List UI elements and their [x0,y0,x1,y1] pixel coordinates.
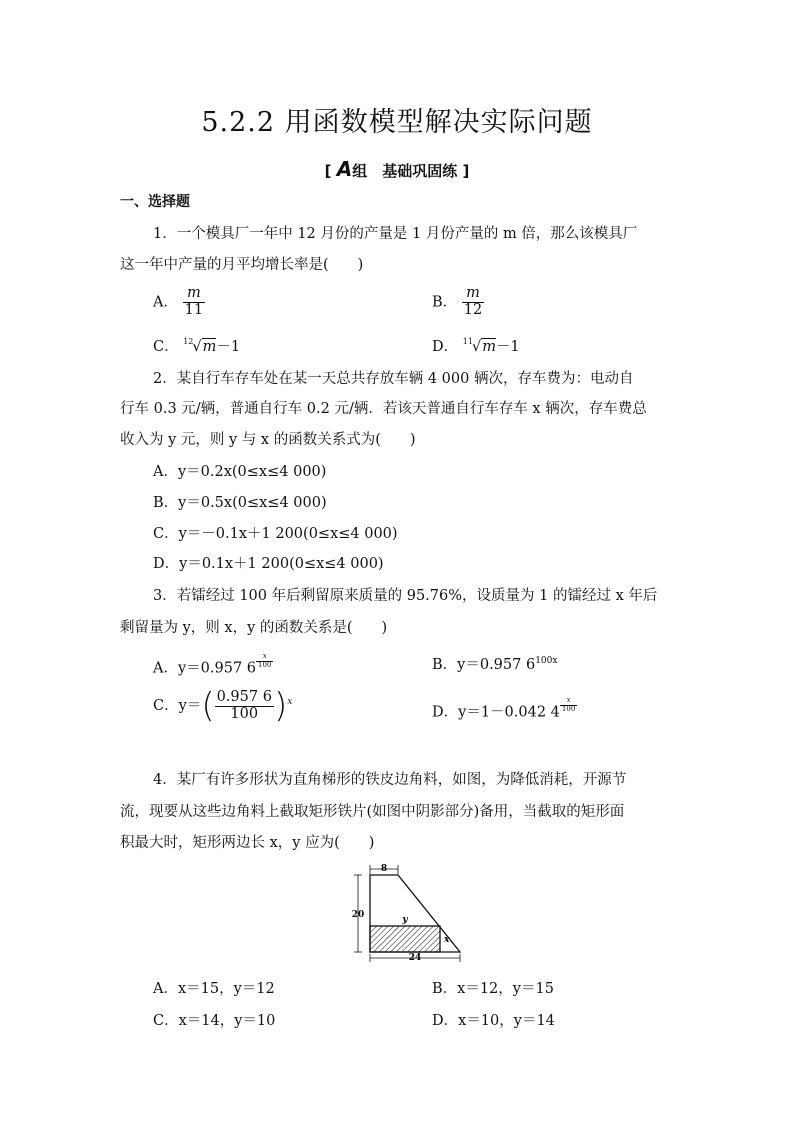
section-heading: 一、选择题 [120,194,190,210]
q1-line1: 1．一个模具厂一年中 12 月份的产量是 1 月份产量的 m 倍，那么该模具厂 [153,226,638,242]
q3-line1: 3．若镭经过 100 年后剩留原来质量的 95.76%，设质量为 1 的镭经过 x 年后 [153,588,658,604]
q3-option-d [432,697,577,722]
root-index: 11 [462,337,473,346]
numerator: x [256,653,273,662]
trapezoid-figure [350,862,466,962]
fraction [462,286,484,319]
q4-option-d: D．x＝10，y＝14 [432,1013,555,1029]
q4-line1: 4．某厂有许多形状为直角梯形的铁皮边角料，如图，为降低消耗，开源节 [153,772,627,788]
fraction [215,690,274,723]
group-bracket-close: ] [462,162,470,180]
q1-option-d [432,335,520,356]
q2-option-a: A．y＝0.2x(0≤x≤4 000) [153,464,327,480]
q2-line1: 2．某自行车存车处在某一天总共存放车辆 4 000 辆次，存车费为：电动自 [153,371,634,387]
exponent: 100x [535,656,558,667]
q2-option-d: D．y＝0.1x＋1 200(0≤x≤4 000) [153,556,384,572]
option-label: D． [432,339,459,355]
denominator: 12 [463,301,483,318]
group-bracket-open: [ [324,162,332,180]
numerator: x [560,697,577,706]
option-label: C． [153,339,179,355]
q2-line2: 行车 0.3 元/辆，普通自行车 0.2 元/辆．若该天普通自行车存车 x 辆次，存车费总 [120,401,647,417]
shaded-rectangle [370,926,440,952]
q3-option-b [432,653,557,674]
option-label: C． [153,698,179,714]
lhs: y＝ [178,698,202,714]
exponent-fraction [560,697,577,713]
q1-line2: 这一年中产量的月平均增长率是( ) [120,257,364,273]
rect-height-label: x [444,935,450,945]
q2-line3: 收入为 y 元，则 y 与 x 的函数关系式为( ) [120,432,416,448]
q2-option-b: B．y＝0.5x(0≤x≤4 000) [153,495,327,511]
radicand: m [482,339,496,355]
group-letter: A [336,157,353,181]
dim-left-label: 20 [351,910,365,920]
q4-option-c: C．x＝14，y＝10 [153,1013,276,1029]
rect-width-label: y [402,915,408,925]
page-title: 5.2.2 用函数模型解决实际问题 [201,107,593,138]
group-text: 组 基础巩固练 [352,162,458,180]
q4-option-a: A．x＝15，y＝12 [153,981,275,997]
base: y＝0.957 6 [177,660,257,677]
radicand: m [202,339,217,355]
q2-option-c: C．y＝－0.1x＋1 200(0≤x≤4 000) [153,526,398,542]
exponent-fraction [256,653,273,669]
base: y＝1－0.042 4 [458,704,560,721]
denominator: 11 [184,301,204,318]
q4-option-b: B．x＝12，y＝15 [432,981,554,997]
radical: $^{12}$√m [183,337,217,355]
q3-line2: 剩留量为 y，则 x，y 的函数关系是( ) [120,620,388,636]
expr-rest: －1 [216,339,241,355]
exponent: x [287,697,293,708]
q3-option-c: C．y＝( $\frac{0.957 6}{100}$ )$^x$ [153,686,293,726]
denominator: 100 [230,705,259,722]
denominator: 100 [561,704,576,713]
q3-option-a [153,653,273,678]
option-label: B． [432,657,458,673]
q1-option-c [153,335,240,356]
fraction [183,286,205,319]
numerator: m [183,286,205,303]
numerator: 0.957 6 [216,688,272,705]
option-label: B． [432,294,458,311]
option-label: A． [153,660,178,677]
q1-option-b [432,286,484,319]
dim-top-label: 8 [380,864,388,874]
base: y＝0.957 6 [457,657,536,673]
q1-option-a [153,286,205,319]
expr-rest: －1 [495,339,520,355]
group-heading [0,157,794,181]
q4-line2: 流，现要从这些边角料上截取矩形铁片(如图中阴影部分)备用，当截取的矩形面 [120,804,625,820]
numerator: m [462,286,484,303]
root-index: 12 [183,337,194,346]
radical: $^{11}$√m [462,337,496,355]
q4-line3: 积最大时，矩形两边长 x，y 应为( ) [120,835,375,851]
dim-bottom-label: 24 [408,953,422,962]
option-label: A． [153,294,178,311]
option-label: D． [432,704,459,721]
denominator: 100 [258,660,272,669]
